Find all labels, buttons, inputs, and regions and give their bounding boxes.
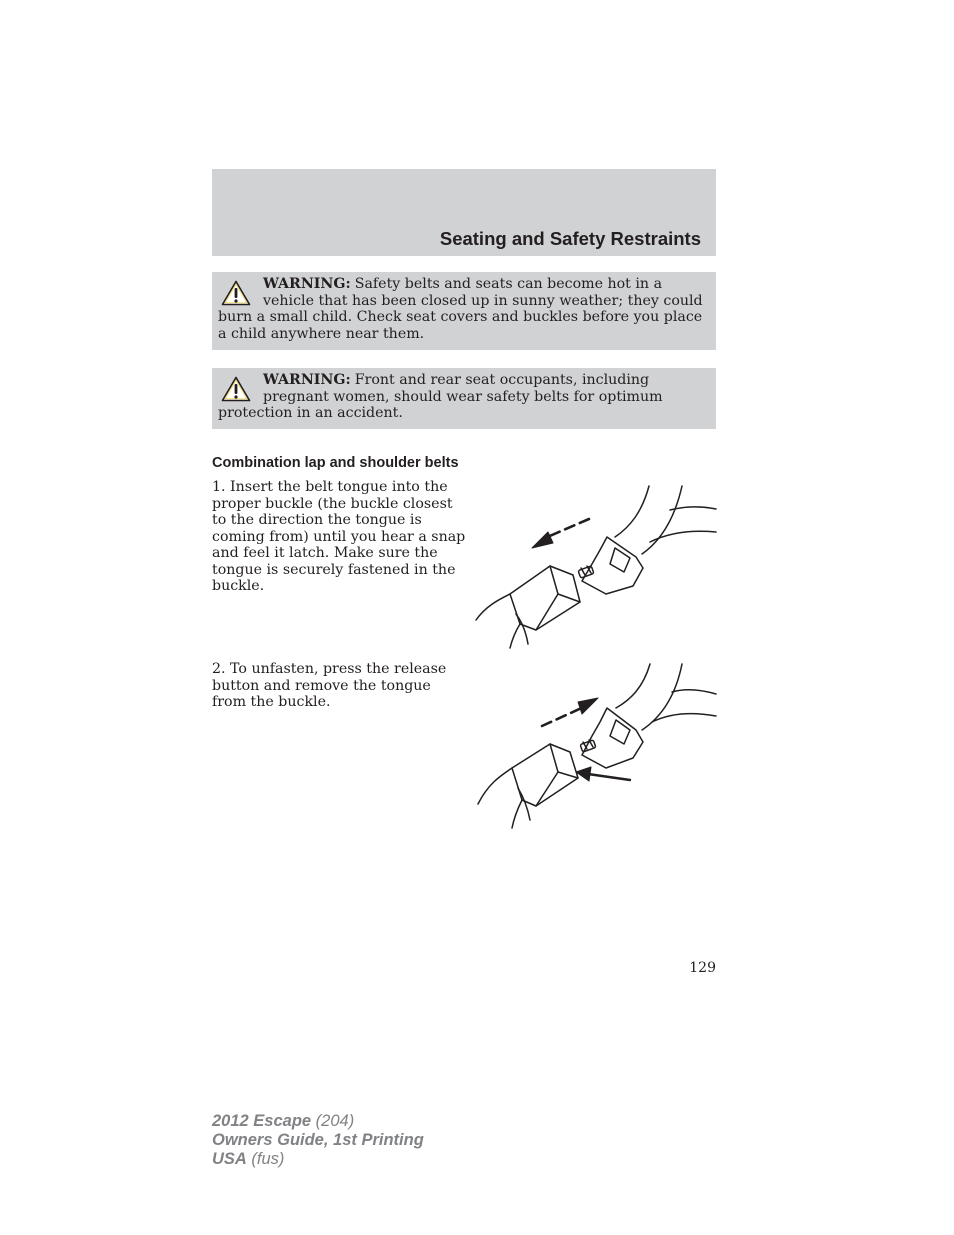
footer-market-code: (fus) <box>246 1150 285 1168</box>
belt-release-illustration <box>470 660 718 830</box>
page-title: Seating and Safety Restraints <box>439 228 701 249</box>
warning-label: WARNING: <box>263 372 351 388</box>
warning-text: Front and rear seat occupants, including pregnant women, should wear safety belts for optimum protection in an accident. <box>218 372 663 421</box>
footer-line-guide <box>212 1131 424 1150</box>
page-number: 129 <box>689 960 716 976</box>
warning-label: WARNING: <box>263 276 351 292</box>
warning-box-occupants <box>212 368 716 429</box>
footer-model-code: (204) <box>311 1112 355 1130</box>
warning-triangle-icon <box>221 376 251 402</box>
footer-line-market <box>212 1150 424 1169</box>
step-unfasten: 2. To unfasten, press the release button and remove the tongue from the buckle. <box>212 661 447 710</box>
footer-market: USA <box>212 1150 247 1168</box>
warning-text: Safety belts and seats can become hot in a vehicle that has been closed up in sunny weather; they could burn a small child. Check seat covers and buckles before you place a child anywhere near them. <box>218 276 703 342</box>
step-insert-tongue: 1. Insert the belt tongue into the proper buckle (the buckle closest to the direction the tongue is coming from) until you hear a snap and feel it latch. Make sure the tongue is securely fastened in the buckle. <box>212 479 466 594</box>
belt-fasten-illustration <box>470 482 718 650</box>
footer-model: 2012 Escape <box>212 1112 312 1130</box>
warning-triangle-icon <box>221 280 251 306</box>
document-footer <box>212 1112 424 1169</box>
section-heading: Combination lap and shoulder belts <box>212 455 459 471</box>
warning-box-hot-belts <box>212 272 716 350</box>
footer-guide: Owners Guide, 1st Printing <box>212 1131 424 1149</box>
footer-line-model <box>212 1112 424 1131</box>
section-header-band <box>212 169 716 256</box>
